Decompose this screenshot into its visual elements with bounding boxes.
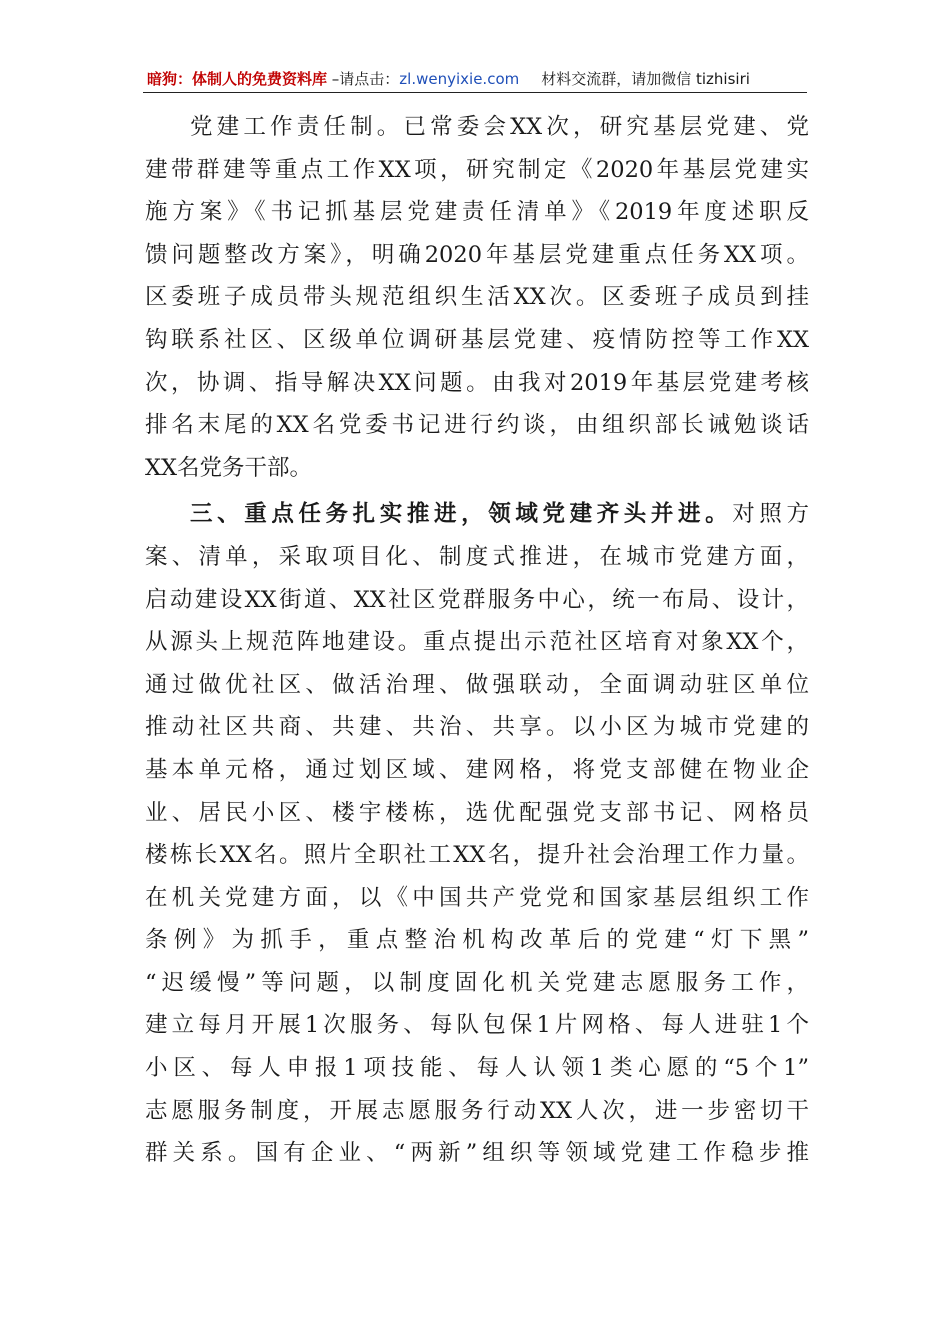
text-line: 启动建设XX街道、XX社区党群服务中心，统一布局、设计， [145,586,809,613]
text-line: 党建工作责任制。已常委会XX次，研究基层党建、党 [190,114,809,140]
text-line [145,493,809,536]
text-line: 施方案》《书记抓基层党建责任清单》《2019年度述职反 [145,199,809,226]
text-line: 建带群建等重点工作XX项，研究制定《2020年基层党建实 [145,156,809,183]
page-header [147,66,807,92]
header-link[interactable]: zl.wenyixie.com [399,70,520,88]
text-line: 志愿服务制度，开展志愿服务行动XX人次，进一步密切干 [145,1097,809,1124]
header-brand: 暗狗：体制人的免费资料库 [147,70,328,88]
text-line: 业、居民小区、楼宇楼栋，选优配强党支部书记、网格员 [145,799,809,826]
text-line: 馈问题整改方案》，明确2020年基层党建重点任务XX项。 [145,241,809,268]
paragraph-2 [145,493,809,1175]
section-heading: 三、重点任务扎实推进，领域党建齐头并进。 [190,501,733,528]
text-line: “迟缓慢”等问题，以制度固化机关党建志愿服务工作， [145,969,809,996]
text-line: 小区、每人申报1项技能、每人认领1类心愿的“5个1” [145,1055,809,1082]
text-line: 建立每月开展1次服务、每队包保1片网格、每人进驻1个 [145,1012,809,1039]
text-line: 基本单元格，通过划区域、建网格，将党支部健在物业企 [145,756,809,783]
text-line: 区委班子成员带头规范组织生活XX次。区委班子成员到挂 [145,284,809,311]
header-group-info: 材料交流群，请加微信 tizhisiri [541,70,750,88]
body-text [145,106,809,1175]
header-prompt: –请点击： [327,70,400,88]
heading-line-rest: 对照方 [732,501,809,528]
text-line: 案、清单，采取项目化、制度式推进，在城市党建方面， [145,543,809,570]
paragraph-1 [145,106,809,489]
text-line: XX名党务干部。 [145,454,313,481]
text-line: 通过做优社区、做活治理、做强联动，全面调动驻区单位 [145,671,809,698]
text-line: 从源头上规范阵地建设。重点提出示范社区培育对象XX个， [145,629,809,656]
text-line: 次，协调、指导解决XX问题。由我对2019年基层党建考核 [145,369,809,396]
header-divider [143,92,807,93]
text-line: 排名末尾的XX名党委书记进行约谈，由组织部长诫勉谈话 [145,412,809,439]
text-line: 条例》为抓手，重点整治机构改革后的党建“灯下黑” [145,927,809,954]
text-line: 群关系。国有企业、“两新”组织等领域党建工作稳步推 [145,1140,809,1167]
text-line: 楼栋长XX名。照片全职社工XX名，提升社会治理工作力量。 [145,842,809,869]
text-line: 推动社区共商、共建、共治、共享。以小区为城市党建的 [145,714,809,741]
text-line: 钩联系社区、区级单位调研基层党建、疫情防控等工作XX [145,326,809,353]
text-line: 在机关党建方面，以《中国共产党党和国家基层组织工作 [145,884,809,911]
